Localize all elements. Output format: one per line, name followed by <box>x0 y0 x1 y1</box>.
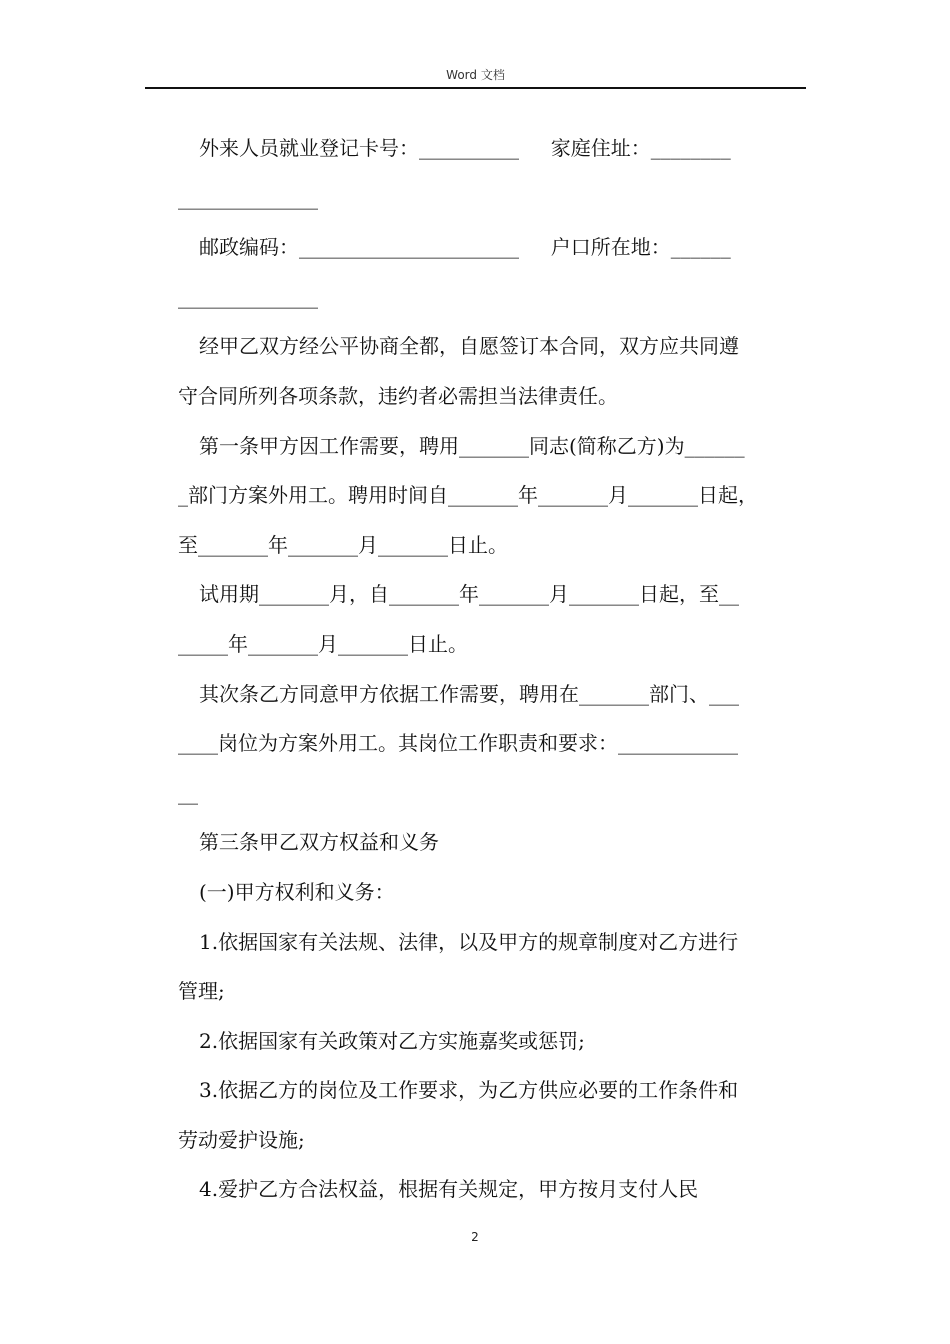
paragraph-line: ______________ <box>178 284 318 309</box>
paragraph-line: _____年_______月_______日止。 <box>178 631 468 656</box>
paragraph-line: 邮政编码：______________________ 户口所在地：______ <box>199 235 731 260</box>
paragraph-line: 1.依据国家有关法规、法律，以及甲方的规章制度对乙方进行 <box>199 929 739 954</box>
paragraph-line: 第一条甲方因工作需要，聘用_______同志(简称乙方)为______ <box>199 433 745 458</box>
paragraph-line: 守合同所列各项条款，违约者必需担当法律责任。 <box>178 383 618 408</box>
paragraph-line: _部门方案外用工。聘用时间自_______年_______月_______日起， <box>178 483 758 508</box>
paragraph-line: ____岗位为方案外用工。其岗位工作职责和要求：____________ <box>178 731 738 756</box>
paragraph-line: 经甲乙双方经公平协商全都，自愿签订本合同，双方应共同遵 <box>199 334 739 359</box>
paragraph-line: 3.依据乙方的岗位及工作要求，为乙方供应必要的工作条件和 <box>199 1078 739 1103</box>
paragraph-line: 劳动爱护设施; <box>178 1127 305 1152</box>
paragraph-line: 试用期_______月，自_______年_______月_______日起，至__ <box>199 582 739 607</box>
paragraph-line: 管理; <box>178 979 225 1004</box>
header-rule <box>145 87 806 89</box>
paragraph-line: 第三条甲乙双方权益和义务 <box>199 830 439 855</box>
document-body <box>178 124 806 1215</box>
page-header: Word 文档 <box>446 68 505 82</box>
page-number: 2 <box>471 1230 479 1244</box>
paragraph-line: 至_______年_______月_______日止。 <box>178 532 508 557</box>
paragraph-line: __ <box>178 780 198 805</box>
paragraph-line: 其次条乙方同意甲方依据工作需要，聘用在_______部门、___ <box>199 681 739 706</box>
paragraph-line: 外来人员就业登记卡号：__________ 家庭住址：________ <box>199 136 731 160</box>
paragraph-line: (一)甲方权利和义务： <box>199 879 395 904</box>
paragraph-line: ______________ <box>178 185 318 210</box>
paragraph-line: 2.依据国家有关政策对乙方实施嘉奖或惩罚; <box>199 1028 585 1053</box>
paragraph-line: 4.爱护乙方合法权益，根据有关规定，甲方按月支付人民 <box>199 1177 699 1202</box>
